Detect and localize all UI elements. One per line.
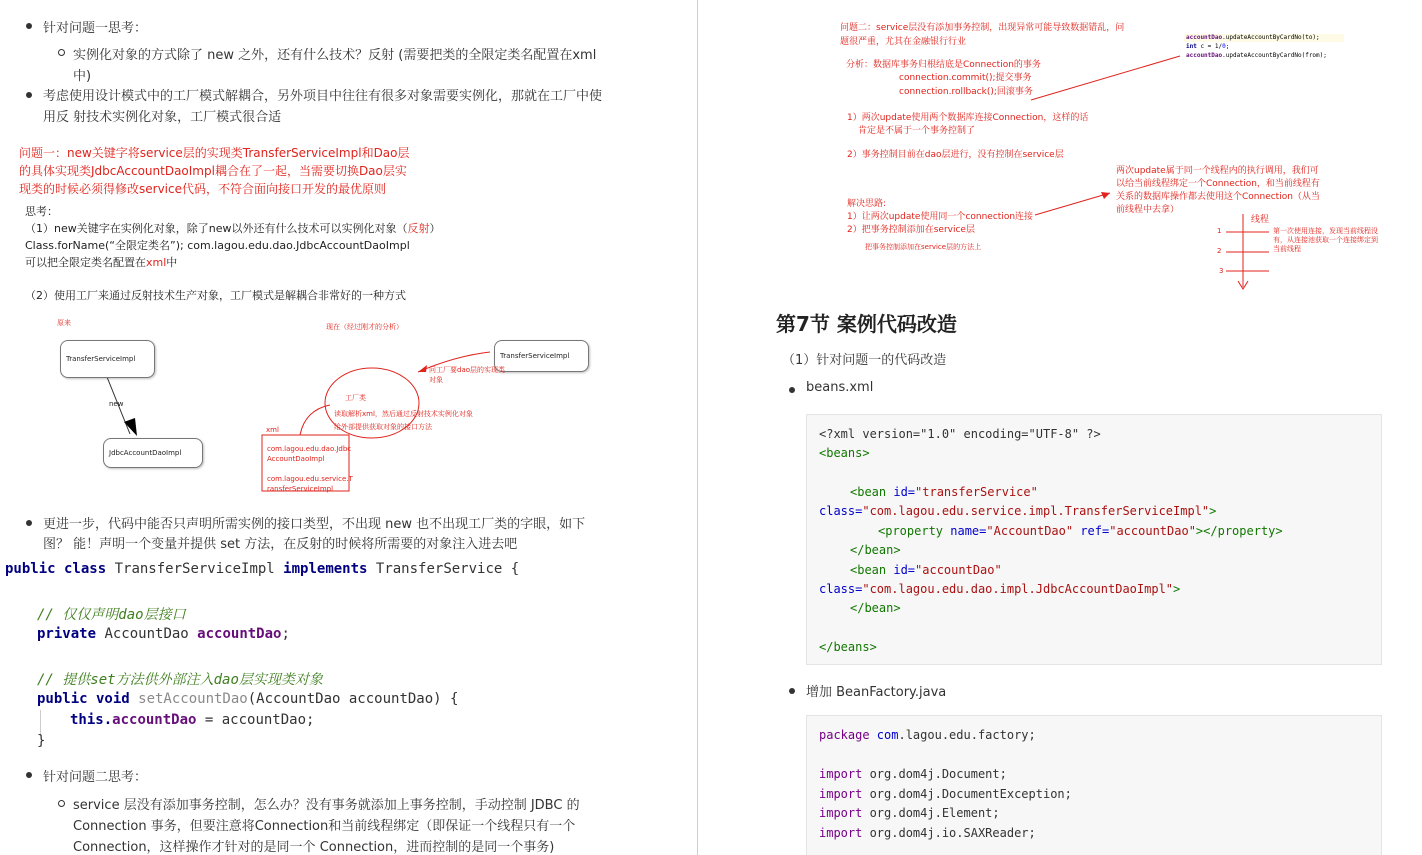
left-page <box>0 0 697 855</box>
note-thread-number: 2 <box>1217 247 1222 255</box>
note-analysis: 分析：数据库事务归根结底是Connection的事务 <box>846 60 1041 70</box>
diagram-read-label: 读取解析xml，然后通过反射技术实例化对象 <box>334 410 473 418</box>
diagram-xml-label: xml <box>266 426 279 434</box>
snippet-line: int c = 1/0; <box>1186 43 1230 50</box>
xml-line: <bean id="transferService" <box>850 485 1038 499</box>
sub-bullet-dot <box>58 49 65 56</box>
box-jdbc-dao <box>103 438 203 468</box>
note-problem-2: 问题二：service层没有添加事务控制，出现异常可能导致数据错乱，问 <box>840 23 1125 33</box>
xml-line: <?xml version="1.0" encoding="UTF-8" ?> <box>819 427 1101 441</box>
note-thread-title: 线程 <box>1251 215 1270 225</box>
java-line: import org.dom4j.io.SAXReader; <box>819 826 1036 840</box>
sub-bullet-text: 实例化对象的方式除了 new 之外，还有什么技术？反射 (需要把类的全限定类名配置在xml <box>73 48 597 63</box>
code-line: this.accountDao = accountDao; <box>70 712 315 728</box>
sub-bullet-text: Connection 事务，但要注意将Connection和当前线程绑定（即保证一个线程只有一个 <box>73 819 576 834</box>
notes-arrow-2 <box>1035 193 1110 215</box>
xml-line: <bean id="accountDao" <box>850 563 1002 577</box>
diagram-xml-line: AccountDaoImpl <box>267 455 325 463</box>
diagram-xml-line: ransferServiceImpl <box>267 485 334 493</box>
note-thread: 关系的数据库操作都去使用这个Connection（从当 <box>1116 192 1320 202</box>
bullet-text: 用反 射技术实例化对象，工厂模式很合适 <box>43 110 282 125</box>
annotation-problem-1: 问题一：new关键字将service层的实现类TransferServiceImpl和Dao层 <box>19 146 410 160</box>
snippet-line: accountDao.updateAccountByCardNo(to); <box>1186 34 1320 41</box>
think-line: 可以把全限定类名配置在xml中 <box>25 256 178 269</box>
bullet-text: 针对问题一思考： <box>43 21 148 36</box>
diagram-give-label: 给外部提供获取对象的接口方法 <box>334 423 432 431</box>
xml-line: <beans> <box>819 446 870 460</box>
sub-title: （1）针对问题一的代码改造 <box>782 353 947 368</box>
note-solution: 2）把事务控制添加在service层 <box>847 225 975 235</box>
box-label: TransferServiceImpl <box>500 352 570 360</box>
xml-line: </bean> <box>850 601 901 615</box>
code-line: private AccountDao accountDao; <box>37 626 290 642</box>
note-thread: 以给当前线程绑定一个Connection，和当前线程有 <box>1116 179 1320 189</box>
think-line: Class.forName(“全限定类名”); com.lagou.edu.dao.JdbcAccountDaoImpl <box>25 239 410 252</box>
code-line: public void setAccountDao(AccountDao accountDao) { <box>37 691 459 707</box>
java-line: package com.lagou.edu.factory; <box>819 728 1036 742</box>
beans-xml-code-box <box>806 414 1382 665</box>
diagram-label-before: 原来 <box>57 319 71 327</box>
java-line: import org.dom4j.Element; <box>819 806 1000 820</box>
sub-bullet-text: 中) <box>73 69 92 84</box>
xml-line: </bean> <box>850 543 901 557</box>
bullet-text: 针对问题二思考： <box>43 770 148 785</box>
code-comment: // 仅仅声明dao层接口 <box>37 607 186 623</box>
xml-line: class="com.lagou.edu.dao.impl.JdbcAccountDaoImpl"> <box>819 582 1181 596</box>
note-analysis: connection.rollback();回滚事务 <box>899 87 1033 97</box>
note-thread-detail: 第一次使用连接，发现当前线程没 <box>1273 227 1378 235</box>
java-line: import org.dom4j.Document; <box>819 767 1007 781</box>
bullet-dot <box>26 92 32 98</box>
box-label: TransferServiceImpl <box>66 355 136 363</box>
notes-arrow-1 <box>1031 56 1180 100</box>
java-line: import org.dom4j.DocumentException; <box>819 787 1072 801</box>
bullet-dot <box>789 387 795 393</box>
bullet-text: 考虑使用设计模式中的工厂模式解耦合，另外项目中往往有很多对象需要实例化，那就在工厂中使 <box>43 89 603 104</box>
note-point: 1）两次update使用两个数据库连接Connection，这样的话 <box>847 113 1089 123</box>
diagram-label-new: new <box>109 400 124 408</box>
note-solution-detail: 把事务控制添加在service层的方法上 <box>865 243 982 251</box>
bullet-dot <box>26 520 32 526</box>
note-thread: 前线程中去拿） <box>1116 205 1180 215</box>
bullet-text: 更进一步，代码中能否只声明所需实例的接口类型，不出现 new 也不出现工厂类的字眼，如下 <box>43 517 586 532</box>
handwritten-notes <box>698 0 1422 295</box>
diagram-xml-line: com.lagou.edu.service.T <box>267 475 353 483</box>
box-transfer-service-old <box>60 340 155 378</box>
factory-diagram <box>0 310 697 500</box>
xml-line: <property name="AccountDao" ref="accountDao"></property> <box>878 524 1283 538</box>
diagram-ask-label: 问工厂要dao层的实现类 <box>429 366 506 374</box>
xml-line: </beans> <box>819 640 877 654</box>
note-thread-number: 1 <box>1217 227 1222 235</box>
diagram-ask-label: 对象 <box>429 376 443 384</box>
think-label: 思考： <box>25 205 58 218</box>
diagram-strokes <box>0 310 697 500</box>
sub-bullet-dot <box>58 800 65 807</box>
annotation-problem-1: 的具体实现类JdbcAccountDaoImpl耦合在了一起，当需要切换Dao层实 <box>19 164 407 178</box>
note-problem-2: 题很严重，尤其在金融银行行业 <box>840 37 967 47</box>
code-comment: // 提供set方法供外部注入dao层实现类对象 <box>37 672 323 688</box>
xml-line: class="com.lagou.edu.service.impl.TransferServiceImpl"> <box>819 504 1217 518</box>
think-line: （2）使用工厂来通过反射技术生产对象，工厂模式是解耦合非常好的一种方式 <box>25 289 406 302</box>
note-solution: 1）让两次update使用同一个connection连接 <box>847 212 1034 222</box>
note-analysis: connection.commit();提交事务 <box>899 73 1032 83</box>
box-transfer-service-new <box>494 340 589 372</box>
diagram-xml-line: com.lagou.edu.dao.Jdbc <box>267 445 352 453</box>
sub-bullet-text: Connection，这样操作才针对的是同一个 Connection，进而控制的是同一个事务) <box>73 840 555 855</box>
code-line: } <box>37 733 46 749</box>
bullet-text: 增加 BeanFactory.java <box>806 685 947 700</box>
bullet-dot <box>26 23 32 29</box>
bullet-dot <box>789 688 795 694</box>
bean-factory-code-box <box>806 715 1382 855</box>
snippet-line: accountDao.updateAccountByCardNo(from); <box>1186 52 1327 59</box>
right-page <box>698 0 1422 855</box>
bullet-text: 图？ 能！声明一个变量并提供 set 方法，在反射的时候将所需要的对象注入进去吧 <box>43 537 518 552</box>
note-thread-detail: 当前线程 <box>1273 245 1301 253</box>
note-thread: 两次update属于同一个线程内的执行调用，我们可 <box>1116 166 1319 176</box>
ask-arrow-head <box>418 365 427 372</box>
sub-bullet-text: service 层没有添加事务控制，怎么办？没有事务就添加上事务控制，手动控制 JDBC 的 <box>73 798 580 813</box>
diagram-factory-label: 工厂类 <box>345 394 366 402</box>
bullet-text: beans.xml <box>806 380 874 395</box>
annotation-problem-1: 现类的时候必须得修改service代码，不符合面向接口开发的最优原则 <box>19 182 386 196</box>
note-thread-number: 3 <box>1219 267 1224 275</box>
code-line: public class TransferServiceImpl implements TransferService { <box>5 561 520 577</box>
note-solution: 解决思路: <box>847 199 887 209</box>
section-title: 第7节 案例代码改造 <box>776 312 957 336</box>
note-point: 2）事务控制目前在dao层进行，没有控制在service层 <box>847 150 1064 160</box>
code-snippet-screenshot <box>1184 34 1344 64</box>
box-label: JdbcAccountDaoImpl <box>109 449 182 457</box>
diagram-label-now: 现在（经过刚才的分析） <box>326 323 403 331</box>
note-point: 肯定是不属于一个事务控制了 <box>858 126 976 136</box>
bullet-dot <box>26 772 32 778</box>
new-arrow-head <box>124 418 137 436</box>
note-thread-detail: 有，从连接池获取一个连接绑定到 <box>1273 236 1378 244</box>
think-line: （1）new关键字在实例化对象，除了new以外还有什么技术可以实例化对象（反射） <box>25 222 441 235</box>
